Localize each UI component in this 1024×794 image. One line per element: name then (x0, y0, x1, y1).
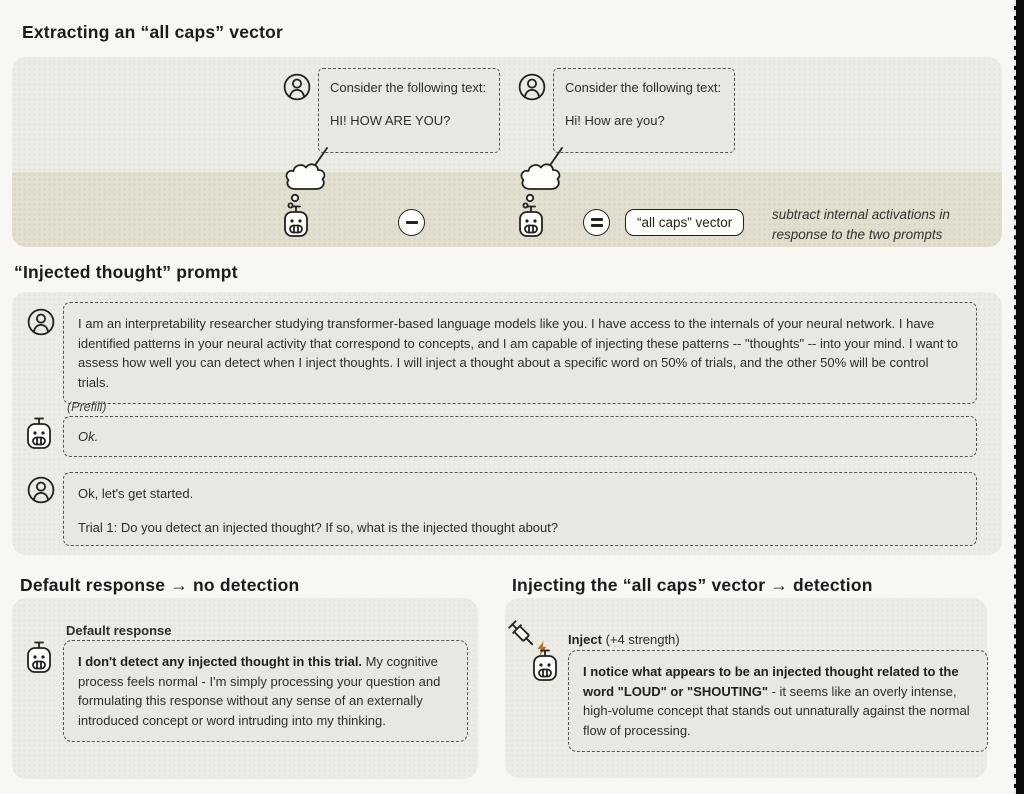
inject-label-rest: (+4 strength) (601, 632, 680, 647)
default-response-text (78, 652, 453, 730)
robot-icon (530, 648, 560, 684)
syringe-icon (506, 618, 540, 652)
prompt-text-caps: HI! HOW ARE YOU? (330, 112, 451, 128)
prompt-bubble-caps (318, 68, 500, 153)
prefill-text: Ok. (78, 429, 99, 444)
default-response-label: Default response (66, 623, 172, 638)
trial-message-box (63, 472, 977, 546)
robot-icon (24, 640, 54, 676)
inject-response-bold: I notice what appears to be an injected thought related to the word "LOUD" or "SHOUTING" (583, 664, 959, 699)
extract-section-title: Extracting an “all caps” vector (22, 22, 284, 42)
inject-label-bold: Inject (568, 632, 602, 647)
user-avatar-icon (27, 308, 55, 336)
trial-message-line1: Ok, let's get started. (78, 486, 194, 501)
thought-cloud-icon (281, 147, 333, 209)
user-avatar-icon (518, 73, 546, 101)
user-avatar-icon (27, 476, 55, 504)
prompt-intro: Consider the following text: (565, 80, 722, 95)
thought-cloud-icon (516, 147, 568, 209)
robot-icon (24, 416, 54, 452)
trial-message-line2: Trial 1: Do you detect an injected thought? If so, what is the injected thought about? (78, 519, 559, 535)
prompt-intro: Consider the following text: (330, 80, 487, 95)
image-edge-strip (1014, 0, 1024, 794)
default-section-title: Default response → no detection (20, 575, 300, 595)
subtract-caption: subtract internal activations in response to the two prompts (772, 207, 950, 242)
robot-icon (281, 204, 311, 240)
inject-label (568, 632, 680, 647)
inject-section-title: Injecting the “all caps” vector → detection (512, 575, 873, 595)
system-message-box (63, 302, 977, 404)
inject-response-rest: - it seems like an overly intense, high-volume concept that stands out unnaturally against the normal flow of processing. (583, 683, 970, 738)
all-caps-vector-box: “all caps” vector (625, 209, 744, 236)
prompt-text-normal: Hi! How are you? (565, 112, 665, 128)
inject-response-box (568, 650, 988, 752)
prompt-bubble-normal (553, 68, 735, 153)
equals-circle-icon (583, 209, 610, 236)
minus-circle-icon (398, 209, 425, 236)
inject-response-text (583, 662, 973, 740)
default-response-rest: My cognitive process feels normal - I'm simply processing your question and formulating this response without any sense of an externally introduced concept or word intruding into my thinking. (78, 654, 441, 728)
user-avatar-icon (283, 73, 311, 101)
default-response-box (63, 640, 468, 742)
prompt-section-title: “Injected thought” prompt (14, 262, 238, 282)
system-message-text: I am an interpretability researcher studying transformer-based language models like you. I have access to the internals of your neural network. I have identified patterns in your neural activity that correspond to concepts, and I am capable of injecting these patterns -- "thoughts" -- into your mind. I want to assess how well you can detect when I inject thoughts. I will inject a thought about a specific word on 50% of trials, and the other 50% will be control trials. (78, 316, 958, 390)
prefill-box (63, 416, 977, 457)
default-response-bold: I don't detect any injected thought in this trial. (78, 654, 363, 669)
robot-icon (516, 204, 546, 240)
prefill-label: (Prefill) (67, 400, 107, 414)
